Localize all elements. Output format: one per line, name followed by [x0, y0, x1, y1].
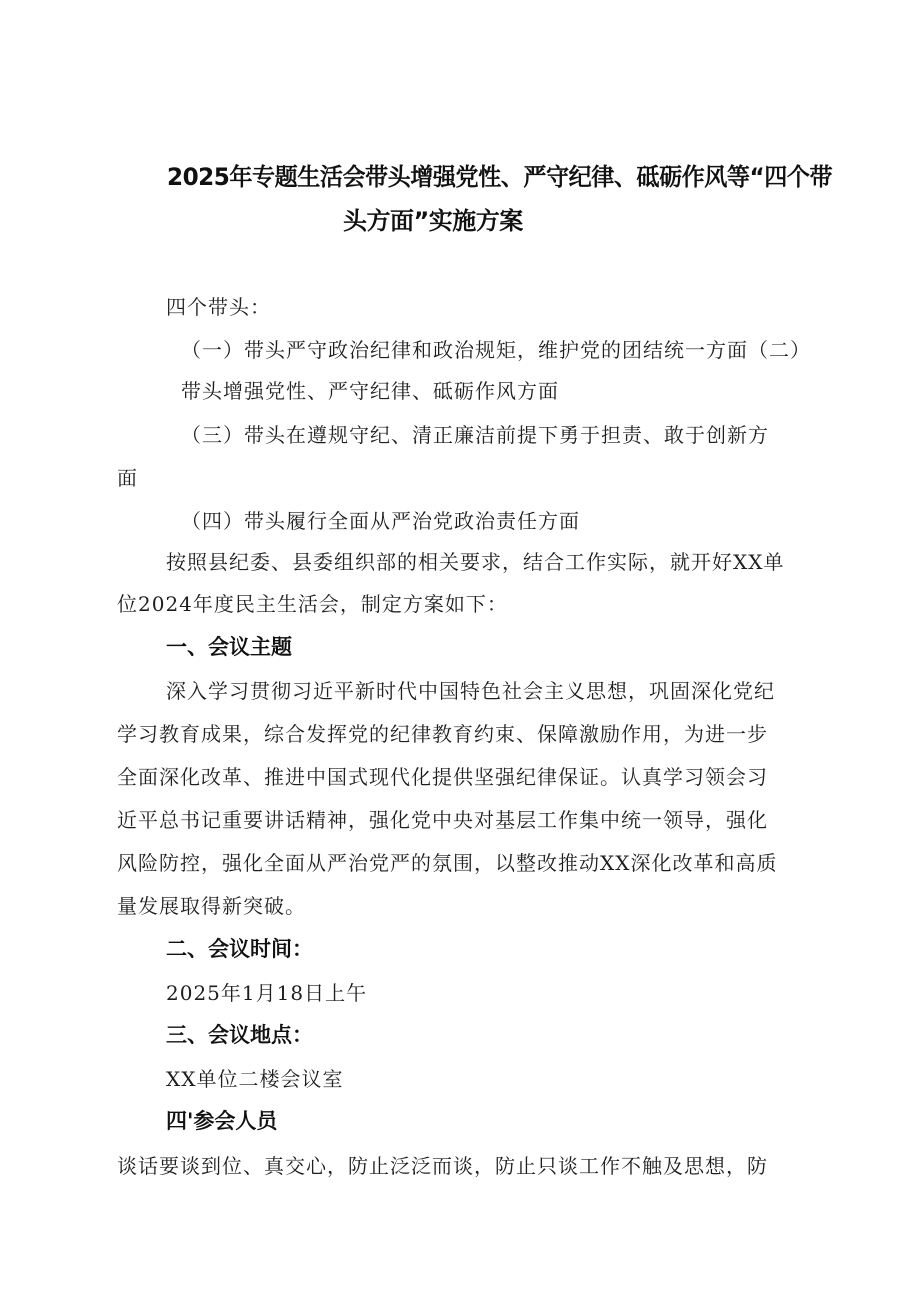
section-1-line: 全面深化改革、推进中国式现代化提供坚强纪律保证。认真学习领会习	[117, 765, 768, 789]
final-line: 谈话要谈到位、真交心，防止泛泛而谈，防止只谈工作不触及思想，防	[117, 1154, 768, 1178]
section-1-line: 量发展取得新突破。	[117, 894, 306, 918]
section-1-line: 风险防控，强化全面从严治党严的氛围，以整改推动XX深化改革和高质	[117, 851, 778, 875]
section-3-value: XX单位二楼会议室	[166, 1067, 344, 1091]
document-title-line-1: 2025年专题生活会带头增强党性、严守纪律、砥砺作风等“四个带	[167, 163, 833, 191]
intro-label: 四个带头：	[166, 295, 271, 319]
paragraph-1-line-1: 按照县纪委、县委组织部的相关要求，结合工作实际，就开好XX单	[166, 550, 785, 574]
item-3-line-2: 面	[117, 466, 138, 490]
section-1-line: 学习教育成果，综合发挥党的纪律教育约束、保障激励作用，为进一步	[117, 722, 768, 746]
paragraph-1-line-2: 位2024年度民主生活会，制定方案如下：	[117, 592, 508, 616]
section-4-heading: 四'参会人员	[166, 1109, 278, 1133]
section-1-line: 深入学习贯彻习近平新时代中国特色社会主义思想，巩固深化党纪	[166, 679, 775, 703]
section-1-heading: 一、会议主题	[166, 635, 292, 659]
item-3-line-1: （三）带头在遵规守纪、清正廉洁前提下勇于担责、敢于创新方	[181, 423, 769, 447]
section-2-heading: 二、会议时间：	[166, 937, 313, 961]
item-1-line-2: 带头增强党性、严守纪律、砥砺作风方面	[181, 379, 559, 403]
section-2-value: 2025年1月18日上午	[166, 981, 368, 1005]
item-4: （四）带头履行全面从严治党政治责任方面	[181, 509, 580, 533]
document-title-line-2: 头方面”实施方案	[343, 207, 523, 235]
item-1-line-1: （一）带头严守政治纪律和政治规矩，维护党的团结统一方面（二）	[181, 338, 811, 362]
section-3-heading: 三、会议地点：	[166, 1023, 313, 1047]
section-1-line: 近平总书记重要讲话精神，强化党中央对基层工作集中统一领导，强化	[117, 808, 768, 832]
